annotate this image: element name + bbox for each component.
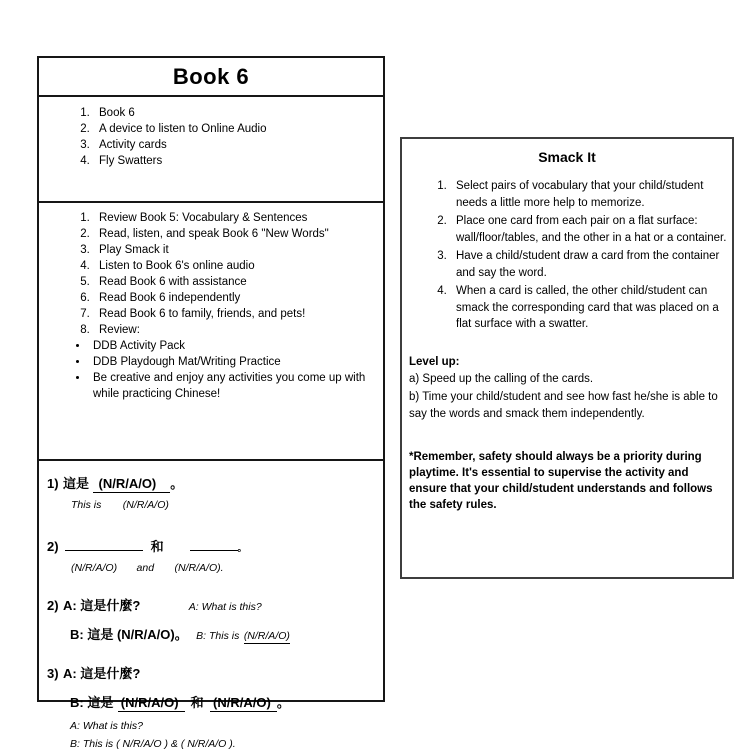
level-up-heading: Level up:	[409, 355, 460, 368]
steps-list-item: 1. Review Book 5: Vocabulary & Sentences	[93, 210, 383, 226]
exercise-2-period: 。	[237, 543, 247, 553]
steps-list	[39, 210, 383, 338]
steps-list-item: 7. Read Book 6 to family, friends, and pets!	[93, 306, 383, 322]
review-bullets-list	[39, 338, 383, 402]
exercise-4-a-line	[47, 663, 375, 683]
steps-list-item: 5. Read Book 6 with assistance	[93, 274, 383, 290]
smack-it-title: Smack It	[538, 149, 596, 165]
exercise-1-blank: (N/R/A/O)	[93, 476, 170, 493]
exercise-2-en-line	[71, 558, 375, 576]
materials-list-item: 4. Fly Swatters	[93, 153, 383, 169]
exercise-1-cn-lead: 這是	[63, 476, 90, 491]
level-up-a: a) Speed up the calling of the cards.	[409, 373, 594, 385]
materials-list-item: 3. Activity cards	[93, 137, 383, 153]
exercise-3-b-en-blank: (N/R/A/O)	[243, 630, 290, 642]
exercise-4-en-a-text: A: What is this?	[70, 720, 143, 732]
exercise-4-b-and: 和	[190, 695, 204, 710]
exercise-2-en-and: and	[136, 562, 155, 574]
steps-list-item: 3. Play Smack it	[93, 242, 383, 258]
exercise-1-period: 。	[170, 476, 184, 491]
review-bullet-item: • Be creative and enjoy any activities you come up with while practicing Chinese!	[89, 370, 383, 402]
exercise-2-en-blank-2: (N/R/A/O).	[174, 562, 224, 574]
exercise-4-en-a	[70, 716, 375, 734]
exercise-3-number: 2)	[47, 598, 59, 613]
level-up-b: b) Time your child/student and see how fast he/she is able to say the words and smack them independently.	[409, 390, 718, 420]
book6-panel	[37, 56, 385, 750]
exercise-1-en-blank: (N/R/A/O)	[122, 499, 169, 511]
steps-list-item: 4. Listen to Book 6's online audio	[93, 258, 383, 274]
smack-it-step-item: 1. Select pairs of vocabulary that your child/student needs a little more help to memorize.	[450, 178, 727, 211]
exercise-3-a-line	[47, 595, 375, 615]
exercises-section	[39, 459, 383, 752]
exercise-1-en-lead: This is	[71, 499, 102, 511]
exercise-2-cn-and: 和	[150, 539, 164, 554]
exercise-1-cn-line	[47, 473, 375, 493]
steps-section	[39, 201, 383, 459]
steps-list-item: 2. Read, listen, and speak Book 6 "New Words"	[93, 226, 383, 242]
exercise-4-en-b	[70, 734, 375, 752]
exercise-2-cn-line	[47, 536, 375, 556]
level-up-block	[409, 354, 724, 424]
review-bullet-item: • DDB Activity Pack	[89, 338, 383, 354]
exercise-3-b-line	[70, 624, 375, 644]
smack-it-panel	[400, 137, 734, 579]
materials-section	[39, 95, 383, 201]
exercise-4-b-lead: B: 這是	[70, 695, 114, 710]
materials-list	[39, 105, 383, 169]
safety-reminder: *Remember, safety should always be a priority during playtime. It's essential to supervise the activity and ensure that your child/student understands and follows the safety rules.	[409, 450, 713, 511]
smack-it-step-item: 4. When a card is called, the other child/student can smack the corresponding card that was placed on a flat surface with a swatter.	[450, 283, 727, 333]
exercise-3-a-cn: A: 這是什麼?	[63, 598, 141, 613]
exercise-4-b-blank-1: (N/R/A/O)	[118, 695, 185, 712]
exercise-1-en-line	[71, 495, 375, 513]
smack-it-step-item: 2. Place one card from each pair on a flat surface: wall/floor/tables, and the other in a hat or a container.	[450, 213, 727, 246]
exercise-4-b-blank-2: (N/R/A/O)	[210, 695, 277, 712]
exercise-4-b-line	[70, 692, 375, 712]
exercise-1-number: 1)	[47, 476, 59, 491]
exercise-4-a-cn: A: 這是什麼?	[63, 666, 141, 681]
exercise-2-en-blank-1: (N/R/A/O)	[71, 562, 118, 574]
exercise-2-blank-line-2	[190, 538, 238, 551]
exercise-4-en-b-text: B: This is ( N/R/A/O ) & ( N/R/A/O ).	[70, 738, 236, 750]
exercise-3-a-en: A: What is this?	[188, 601, 262, 613]
book6-title-row	[39, 58, 383, 95]
exercise-4-number: 3)	[47, 666, 59, 681]
book6-title: Book 6	[172, 63, 250, 89]
smack-it-step-item: 3. Have a child/student draw a card from the container and say the word.	[450, 248, 727, 281]
steps-list-item: 6. Read Book 6 independently	[93, 290, 383, 306]
steps-list-item: 8. Review:	[93, 322, 383, 338]
materials-list-item: 1. Book 6	[93, 105, 383, 121]
exercise-2-blank-line-1	[65, 538, 143, 551]
exercise-2-number: 2)	[47, 539, 59, 554]
materials-list-item: 2. A device to listen to Online Audio	[93, 121, 383, 137]
exercise-3-b-cn: B: 這是 (N/R/A/O)。	[70, 627, 188, 642]
exercise-3-b-en-lead: B: This is	[196, 630, 240, 642]
smack-it-steps-list	[402, 178, 732, 333]
review-bullet-item: • DDB Playdough Mat/Writing Practice	[89, 354, 383, 370]
exercise-4-period: 。	[276, 695, 290, 710]
